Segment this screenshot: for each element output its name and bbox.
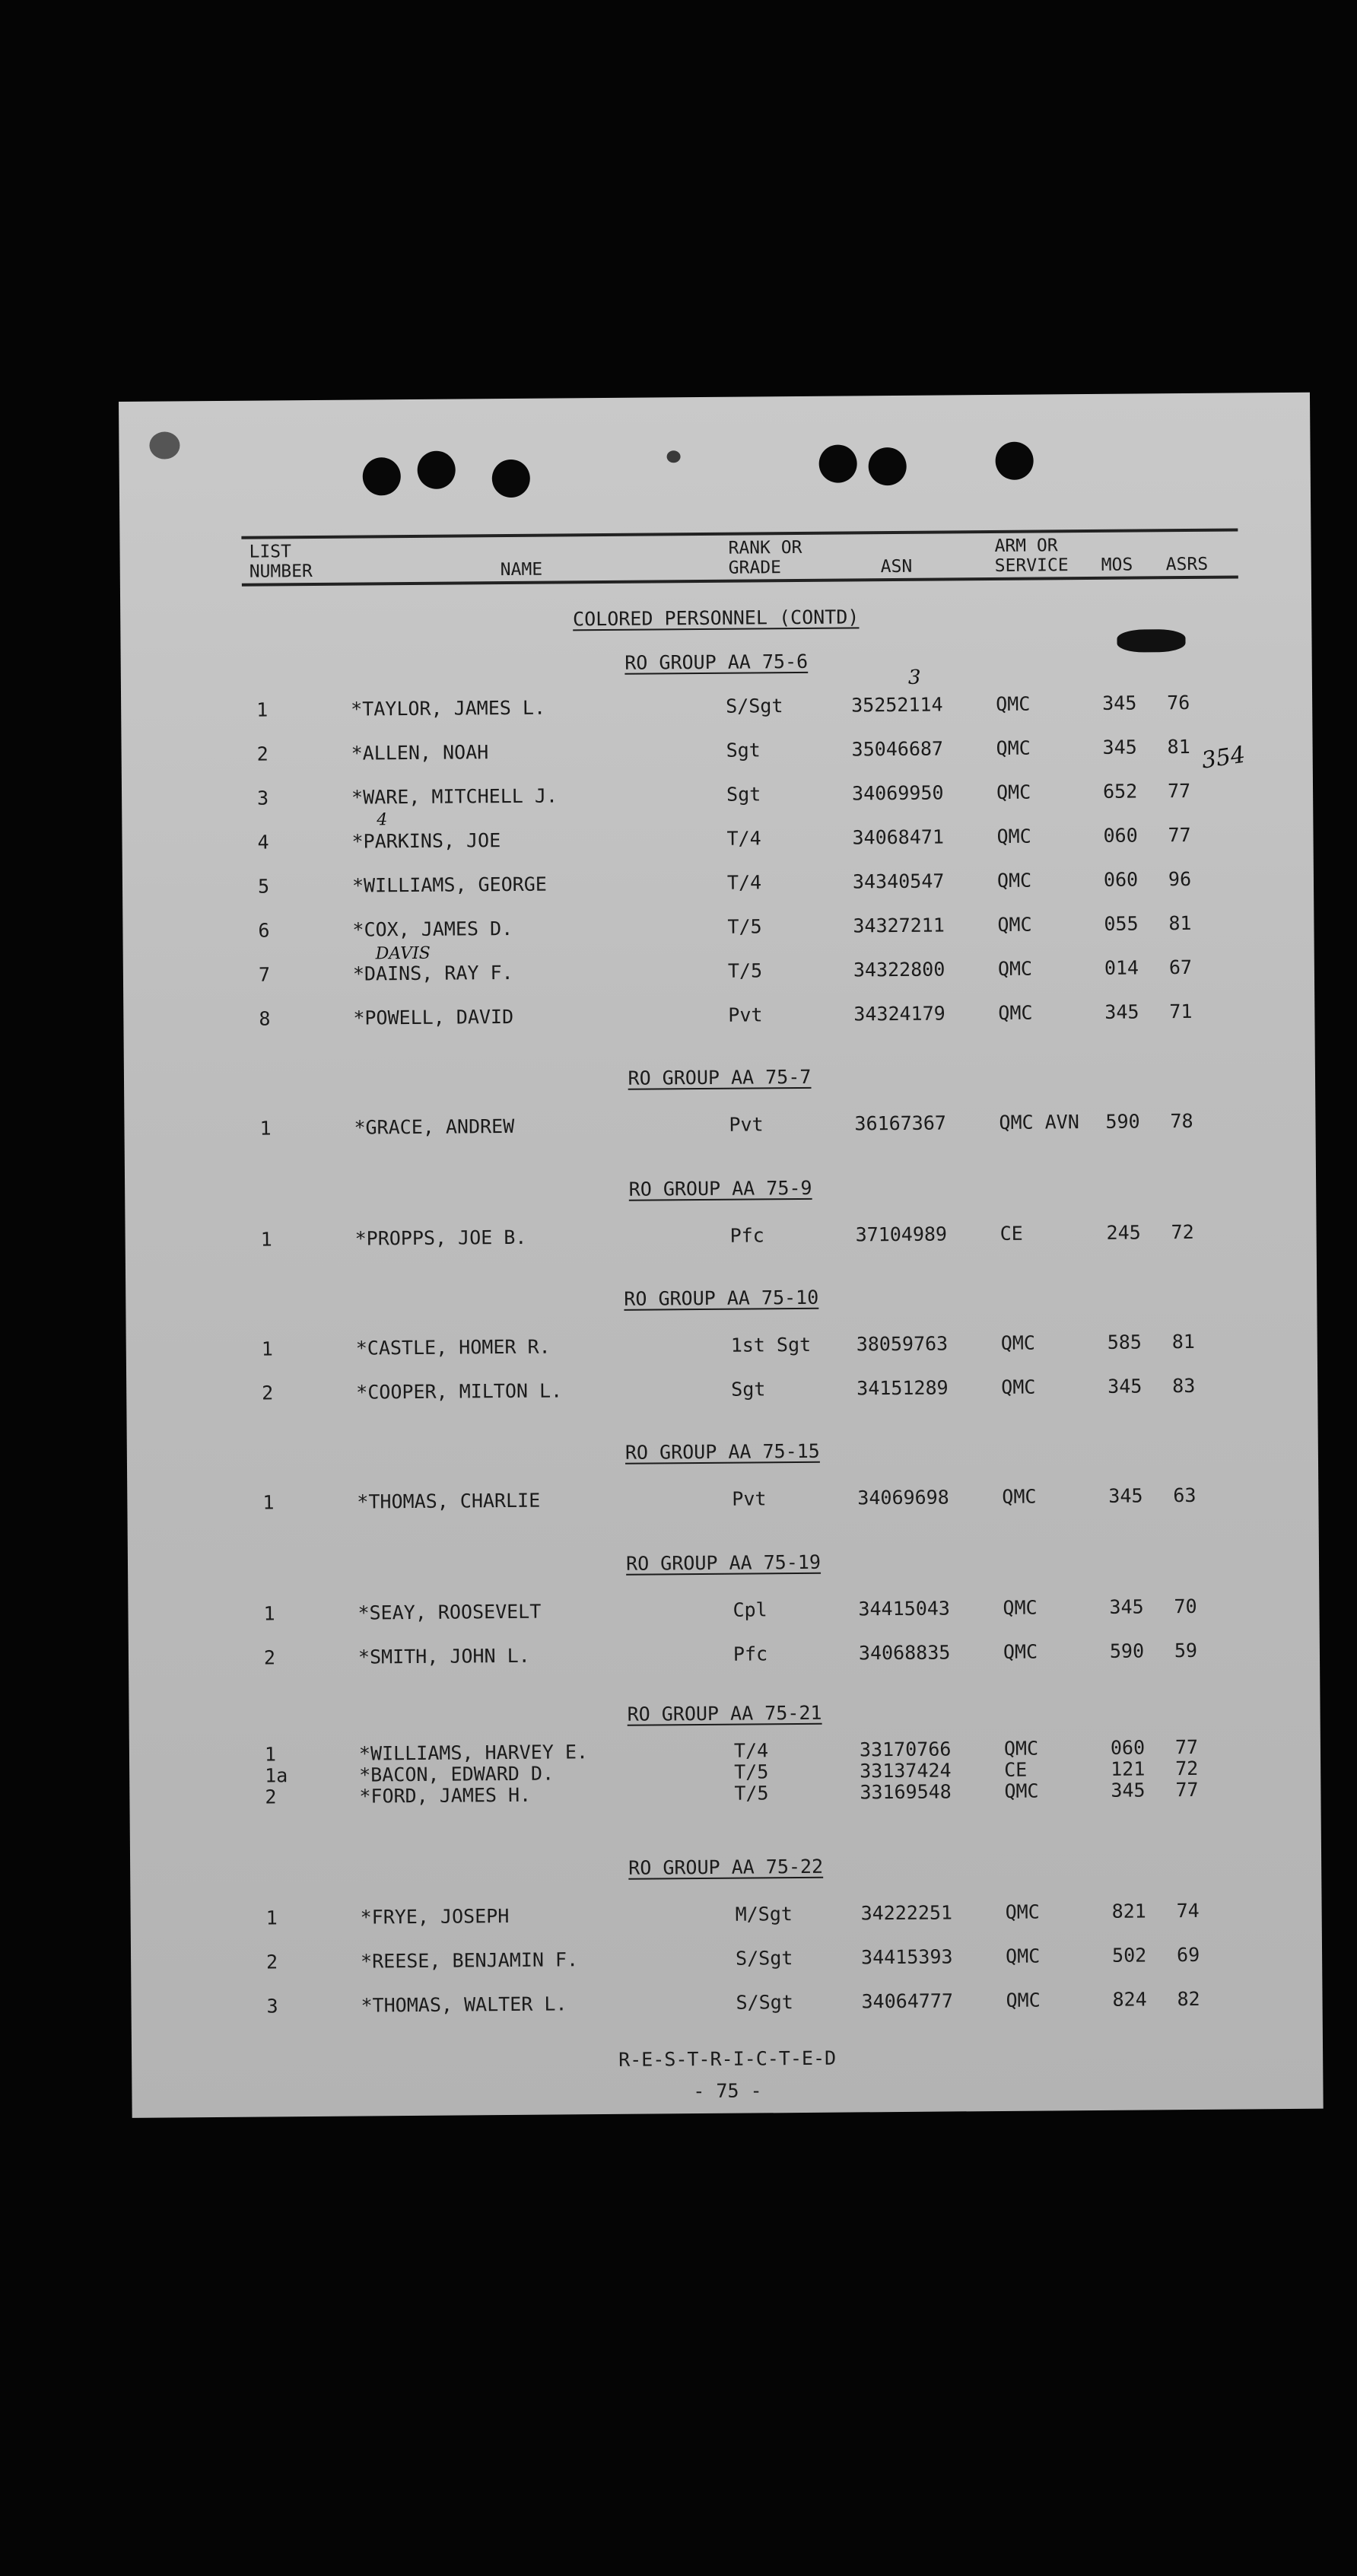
table-row: 7 *DAINS, RAY F. T/5 34322800 QMC 014 67: [258, 956, 1193, 986]
classification-footer: R-E-S-T-R-I-C-T-E-D: [618, 2046, 837, 2071]
table-row: 2 *FORD, JAMES H. T/5 33169548 QMC 345 77: [265, 1778, 1199, 1808]
table-row: 6 *COX, JAMES D. T/5 34327211 QMC 055 81: [258, 911, 1192, 942]
table-row: 2 *REESE, BENJAMIN F. S/Sgt 34415393 QMC 502 69: [266, 1943, 1200, 1973]
table-row: 1a *BACON, EDWARD D. T/5 33137424 CE 121 72: [265, 1757, 1199, 1787]
group-heading: RO GROUP AA 75-10: [624, 1286, 819, 1310]
header-arm: ARM OR SERVICE: [994, 536, 1069, 576]
group-heading: RO GROUP AA 75-21: [627, 1701, 822, 1725]
table-row: 8 *POWELL, DAVID Pvt 34324179 QMC 345 71: [259, 1000, 1193, 1030]
handwritten-rank-correction: 4: [377, 810, 388, 830]
table-row: 5 *WILLIAMS, GEORGE T/4 34340547 QMC 060 96: [257, 867, 1192, 898]
header-name: NAME: [500, 559, 543, 580]
handwritten-asn-correction: 3: [907, 666, 921, 689]
punch-hole: [995, 442, 1033, 480]
table-row: 4 *PARKINS, JOE T/4 34068471 QMC 060 77: [257, 823, 1191, 854]
table-row: 2 *ALLEN, NOAH Sgt 35046687 QMC 345 81: [256, 735, 1190, 765]
handwritten-margin-note: 354: [1200, 741, 1247, 774]
table-row: 3 *THOMAS, WALTER L. S/Sgt 34064777 QMC 824 82: [266, 1987, 1200, 2018]
punch-hole: [818, 444, 856, 482]
punch-hole: [363, 457, 401, 495]
group-heading: RO GROUP AA 75-6: [624, 650, 809, 674]
document-title: COLORED PERSONNEL (CONTD): [572, 606, 860, 631]
table-row: 1 *WILLIAMS, HARVEY E. T/4 33170766 QMC 060 77: [264, 1735, 1199, 1766]
header-asrs: ASRS: [1165, 554, 1209, 575]
header-list-number: LIST NUMBER: [249, 542, 313, 582]
group-heading: RO GROUP AA 75-19: [625, 1550, 822, 1575]
punch-hole: [492, 460, 530, 498]
header-asn: ASN: [880, 556, 913, 577]
group-heading: RO GROUP AA 75-7: [628, 1065, 812, 1089]
table-row: 1 *TAYLOR, JAMES L. S/Sgt 35252114 QMC 345 76: [256, 691, 1190, 721]
table-row: 3 *WARE, MITCHELL J. Sgt 34069950 QMC 652 77: [256, 779, 1191, 809]
table-row: 1 *SEAY, ROOSEVELT Cpl 34415043 QMC 345 70: [263, 1595, 1197, 1625]
table-row: 1 *CASTLE, HOMER R. 1st Sgt 38059763 QMC 585 81: [261, 1330, 1195, 1360]
document-page: [119, 393, 1324, 2118]
table-row: 1 *PROPPS, JOE B. Pfc 37104989 CE 245 72: [260, 1220, 1194, 1251]
table-row: 2 *SMITH, JOHN L. Pfc 34068835 QMC 590 59: [263, 1639, 1198, 1669]
table-row: 1 *FRYE, JOSEPH M/Sgt 34222251 QMC 821 74: [265, 1899, 1200, 1929]
group-heading: RO GROUP AA 75-9: [628, 1176, 812, 1201]
group-heading: RO GROUP AA 75-15: [624, 1439, 820, 1464]
header-rank: RANK OR GRADE: [728, 537, 802, 578]
handwritten-name-correction: DAVIS: [375, 943, 431, 964]
page-number: - 75 -: [693, 2079, 762, 2103]
header-mos: MOS: [1101, 555, 1133, 575]
table-row: 2 *COOPER, MILTON L. Sgt 34151289 QMC 345 83: [262, 1374, 1196, 1404]
table-row: 1 *THOMAS, CHARLIE Pvt 34069698 QMC 345 63: [262, 1484, 1197, 1514]
group-heading: RO GROUP AA 75-22: [628, 1855, 824, 1879]
punch-hole: [869, 447, 907, 485]
punch-hole: [418, 451, 456, 489]
table-row: 1 *GRACE, ANDREW Pvt 36167367 QMC AVN 590 78: [259, 1109, 1193, 1140]
